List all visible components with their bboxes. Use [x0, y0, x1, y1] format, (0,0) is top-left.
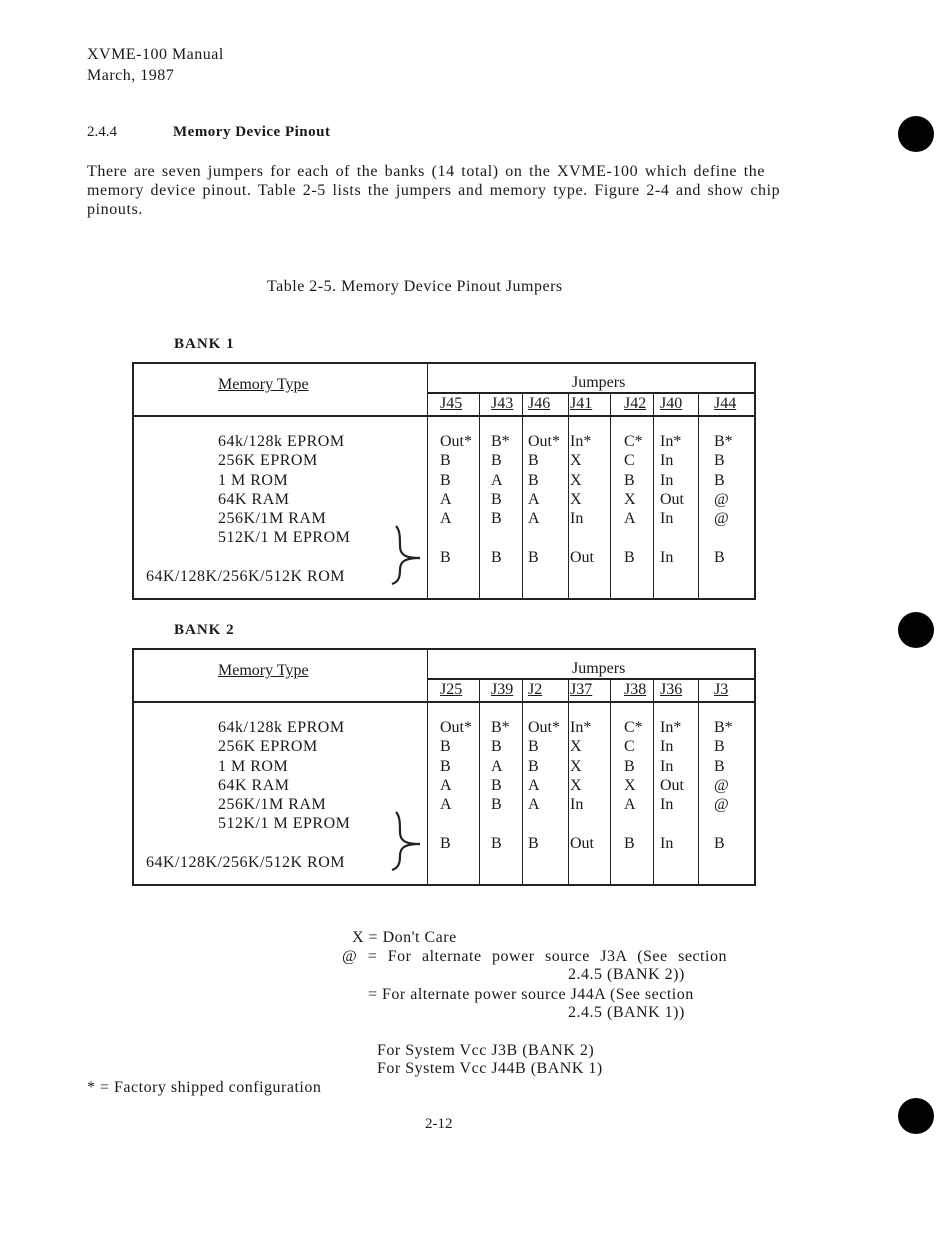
table-cell: B* — [714, 719, 733, 736]
memory-type-label: 64k/128k EPROM — [218, 433, 345, 450]
table-cell: In — [660, 796, 674, 813]
table-cell: B — [440, 452, 451, 469]
jumpers-header: Jumpers — [572, 660, 626, 677]
memory-type-label: 64K RAM — [218, 777, 290, 794]
memory-type-label: 256K EPROM — [218, 738, 318, 755]
table-cell: In — [660, 452, 674, 469]
table-cell: In — [660, 510, 674, 527]
jumper-column-header: J39 — [491, 681, 514, 698]
punch-hole-icon — [898, 116, 934, 152]
memory-type-header: Memory Type — [218, 376, 309, 393]
table-cell: B — [440, 835, 451, 852]
table-cell: B — [491, 510, 502, 527]
table-cell: In* — [660, 719, 682, 736]
legend-vcc-j44b: For System Vcc J44B (BANK 1) — [377, 1060, 603, 1077]
table-cell: Out — [660, 491, 684, 508]
table-cell: B — [528, 452, 539, 469]
table-cell: C* — [624, 719, 643, 736]
table-cell: In — [660, 835, 674, 852]
table-cell: B — [624, 472, 635, 489]
table-cell: Out* — [440, 433, 472, 450]
jumper-column-header: J44 — [714, 395, 737, 412]
table-cell: C — [624, 738, 635, 755]
jumper-column-header: J2 — [528, 681, 543, 698]
table-cell: In — [660, 472, 674, 489]
table-cell: B — [491, 835, 502, 852]
table-cell: B — [714, 549, 725, 566]
memory-type-label: 64K/128K/256K/512K ROM — [146, 568, 346, 585]
table-cell: X — [570, 452, 582, 469]
memory-type-label: 64k/128k EPROM — [218, 719, 345, 736]
table-cell: B* — [491, 433, 510, 450]
table-cell: Out* — [528, 433, 560, 450]
table-cell: X — [570, 777, 582, 794]
jumper-column-header: J43 — [491, 395, 514, 412]
table-cell: In — [660, 738, 674, 755]
table-cell: In — [660, 549, 674, 566]
table-cell: A — [624, 796, 636, 813]
table-cell: X — [570, 738, 582, 755]
page-number: 2-12 — [425, 1116, 453, 1132]
memory-type-label: 512K/1 M EPROM — [218, 815, 351, 832]
memory-type-label: 64K RAM — [218, 491, 290, 508]
manual-date: March, 1987 — [87, 67, 175, 84]
table-cell: Out* — [440, 719, 472, 736]
brace-icon — [374, 524, 424, 586]
table-cell: B — [491, 491, 502, 508]
table-cell: B — [528, 835, 539, 852]
table-cell: X — [570, 491, 582, 508]
table-cell: In* — [570, 433, 592, 450]
table-cell: C — [624, 452, 635, 469]
section-number: 2.4.4 — [87, 124, 117, 140]
table-cell: A — [528, 777, 540, 794]
table-cell: A — [624, 510, 636, 527]
legend-alt-power-j44a: = For alternate power source J44A (See section — [368, 986, 694, 1003]
memory-type-label: 256K EPROM — [218, 452, 318, 469]
table-cell: B — [714, 835, 725, 852]
jumper-column-header: J38 — [624, 681, 647, 698]
table-cell: A — [528, 510, 540, 527]
jumpers-header: Jumpers — [572, 374, 626, 391]
jumper-column-header: J42 — [624, 395, 647, 412]
table-cell: B — [624, 549, 635, 566]
legend-vcc-j3b: For System Vcc J3B (BANK 2) — [377, 1042, 595, 1059]
table-cell: A — [440, 777, 452, 794]
table-cell: X — [570, 472, 582, 489]
table-caption: Table 2-5. Memory Device Pinout Jumpers — [267, 278, 563, 295]
manual-title: XVME-100 Manual — [87, 46, 224, 63]
brace-icon — [374, 810, 424, 872]
table-cell: B — [528, 472, 539, 489]
memory-type-label: 1 M ROM — [218, 758, 289, 775]
jumper-column-header: J41 — [570, 395, 593, 412]
table-cell: A — [440, 491, 452, 508]
legend-dont-care: X = Don't Care — [352, 929, 457, 946]
jumper-column-header: J25 — [440, 681, 463, 698]
table-cell: A — [528, 491, 540, 508]
table-cell: X — [624, 491, 636, 508]
bank-1-label: BANK 1 — [174, 336, 235, 352]
table-cell: Out — [570, 549, 594, 566]
memory-type-label: 256K/1M RAM — [218, 510, 327, 527]
table-cell: B — [491, 452, 502, 469]
punch-hole-icon — [898, 612, 934, 648]
table-cell: In* — [570, 719, 592, 736]
legend-alt-power-j3a: @ = For alternate power source J3A (See section — [342, 948, 727, 965]
section-title: Memory Device Pinout — [173, 124, 331, 140]
table-cell: B — [528, 549, 539, 566]
table-cell: In* — [660, 433, 682, 450]
table-cell: B — [440, 549, 451, 566]
jumper-column-header: J3 — [714, 681, 729, 698]
table-cell: B* — [714, 433, 733, 450]
table-cell: A — [491, 472, 503, 489]
legend-alt-power-j44a-cont: 2.4.5 (BANK 1)) — [568, 1004, 685, 1021]
table-cell: B — [714, 738, 725, 755]
table-cell: B — [491, 796, 502, 813]
table-cell: @ — [714, 510, 729, 527]
table-cell: Out — [660, 777, 684, 794]
table-cell: B — [714, 452, 725, 469]
table-cell: B — [624, 835, 635, 852]
memory-type-label: 64K/128K/256K/512K ROM — [146, 854, 346, 871]
table-cell: B — [491, 777, 502, 794]
jumper-column-header: J46 — [528, 395, 551, 412]
table-cell: B — [624, 758, 635, 775]
memory-type-label: 512K/1 M EPROM — [218, 529, 351, 546]
punch-hole-icon — [898, 1098, 934, 1134]
table-cell: @ — [714, 491, 729, 508]
table-cell: X — [624, 777, 636, 794]
jumper-column-header: J37 — [570, 681, 593, 698]
legend-alt-power-j3a-cont: 2.4.5 (BANK 2)) — [568, 966, 685, 983]
memory-type-label: 1 M ROM — [218, 472, 289, 489]
bank-2-label: BANK 2 — [174, 622, 235, 638]
legend-factory-config: * = Factory shipped configuration — [87, 1079, 322, 1096]
jumper-column-header: J36 — [660, 681, 683, 698]
table-cell: @ — [714, 796, 729, 813]
table-cell: A — [528, 796, 540, 813]
table-cell: In — [570, 796, 584, 813]
table-cell: X — [570, 758, 582, 775]
table-cell: B — [440, 472, 451, 489]
memory-type-header: Memory Type — [218, 662, 309, 679]
table-cell: B — [440, 758, 451, 775]
table-cell: Out* — [528, 719, 560, 736]
table-cell: A — [440, 796, 452, 813]
table-cell: Out — [570, 835, 594, 852]
jumper-column-header: J40 — [660, 395, 683, 412]
table-cell: B — [491, 549, 502, 566]
intro-paragraph: There are seven jumpers for each of the banks (14 total) on the XVME-100 which define the memory device pinout. Table 2-5 lists the jumpers and memory type. Figure 2-4 and show chip pinouts. — [87, 163, 781, 218]
table-cell: B* — [491, 719, 510, 736]
table-cell: A — [491, 758, 503, 775]
table-cell: In — [570, 510, 584, 527]
table-cell: B — [528, 738, 539, 755]
memory-type-label: 256K/1M RAM — [218, 796, 327, 813]
table-cell: B — [440, 738, 451, 755]
table-cell: C* — [624, 433, 643, 450]
bank-2-table — [132, 648, 756, 886]
table-cell: B — [714, 758, 725, 775]
bank-1-table — [132, 362, 756, 600]
table-cell: B — [491, 738, 502, 755]
table-cell: B — [714, 472, 725, 489]
table-cell: B — [528, 758, 539, 775]
table-cell: A — [440, 510, 452, 527]
table-cell: In — [660, 758, 674, 775]
jumper-column-header: J45 — [440, 395, 463, 412]
table-cell: @ — [714, 777, 729, 794]
